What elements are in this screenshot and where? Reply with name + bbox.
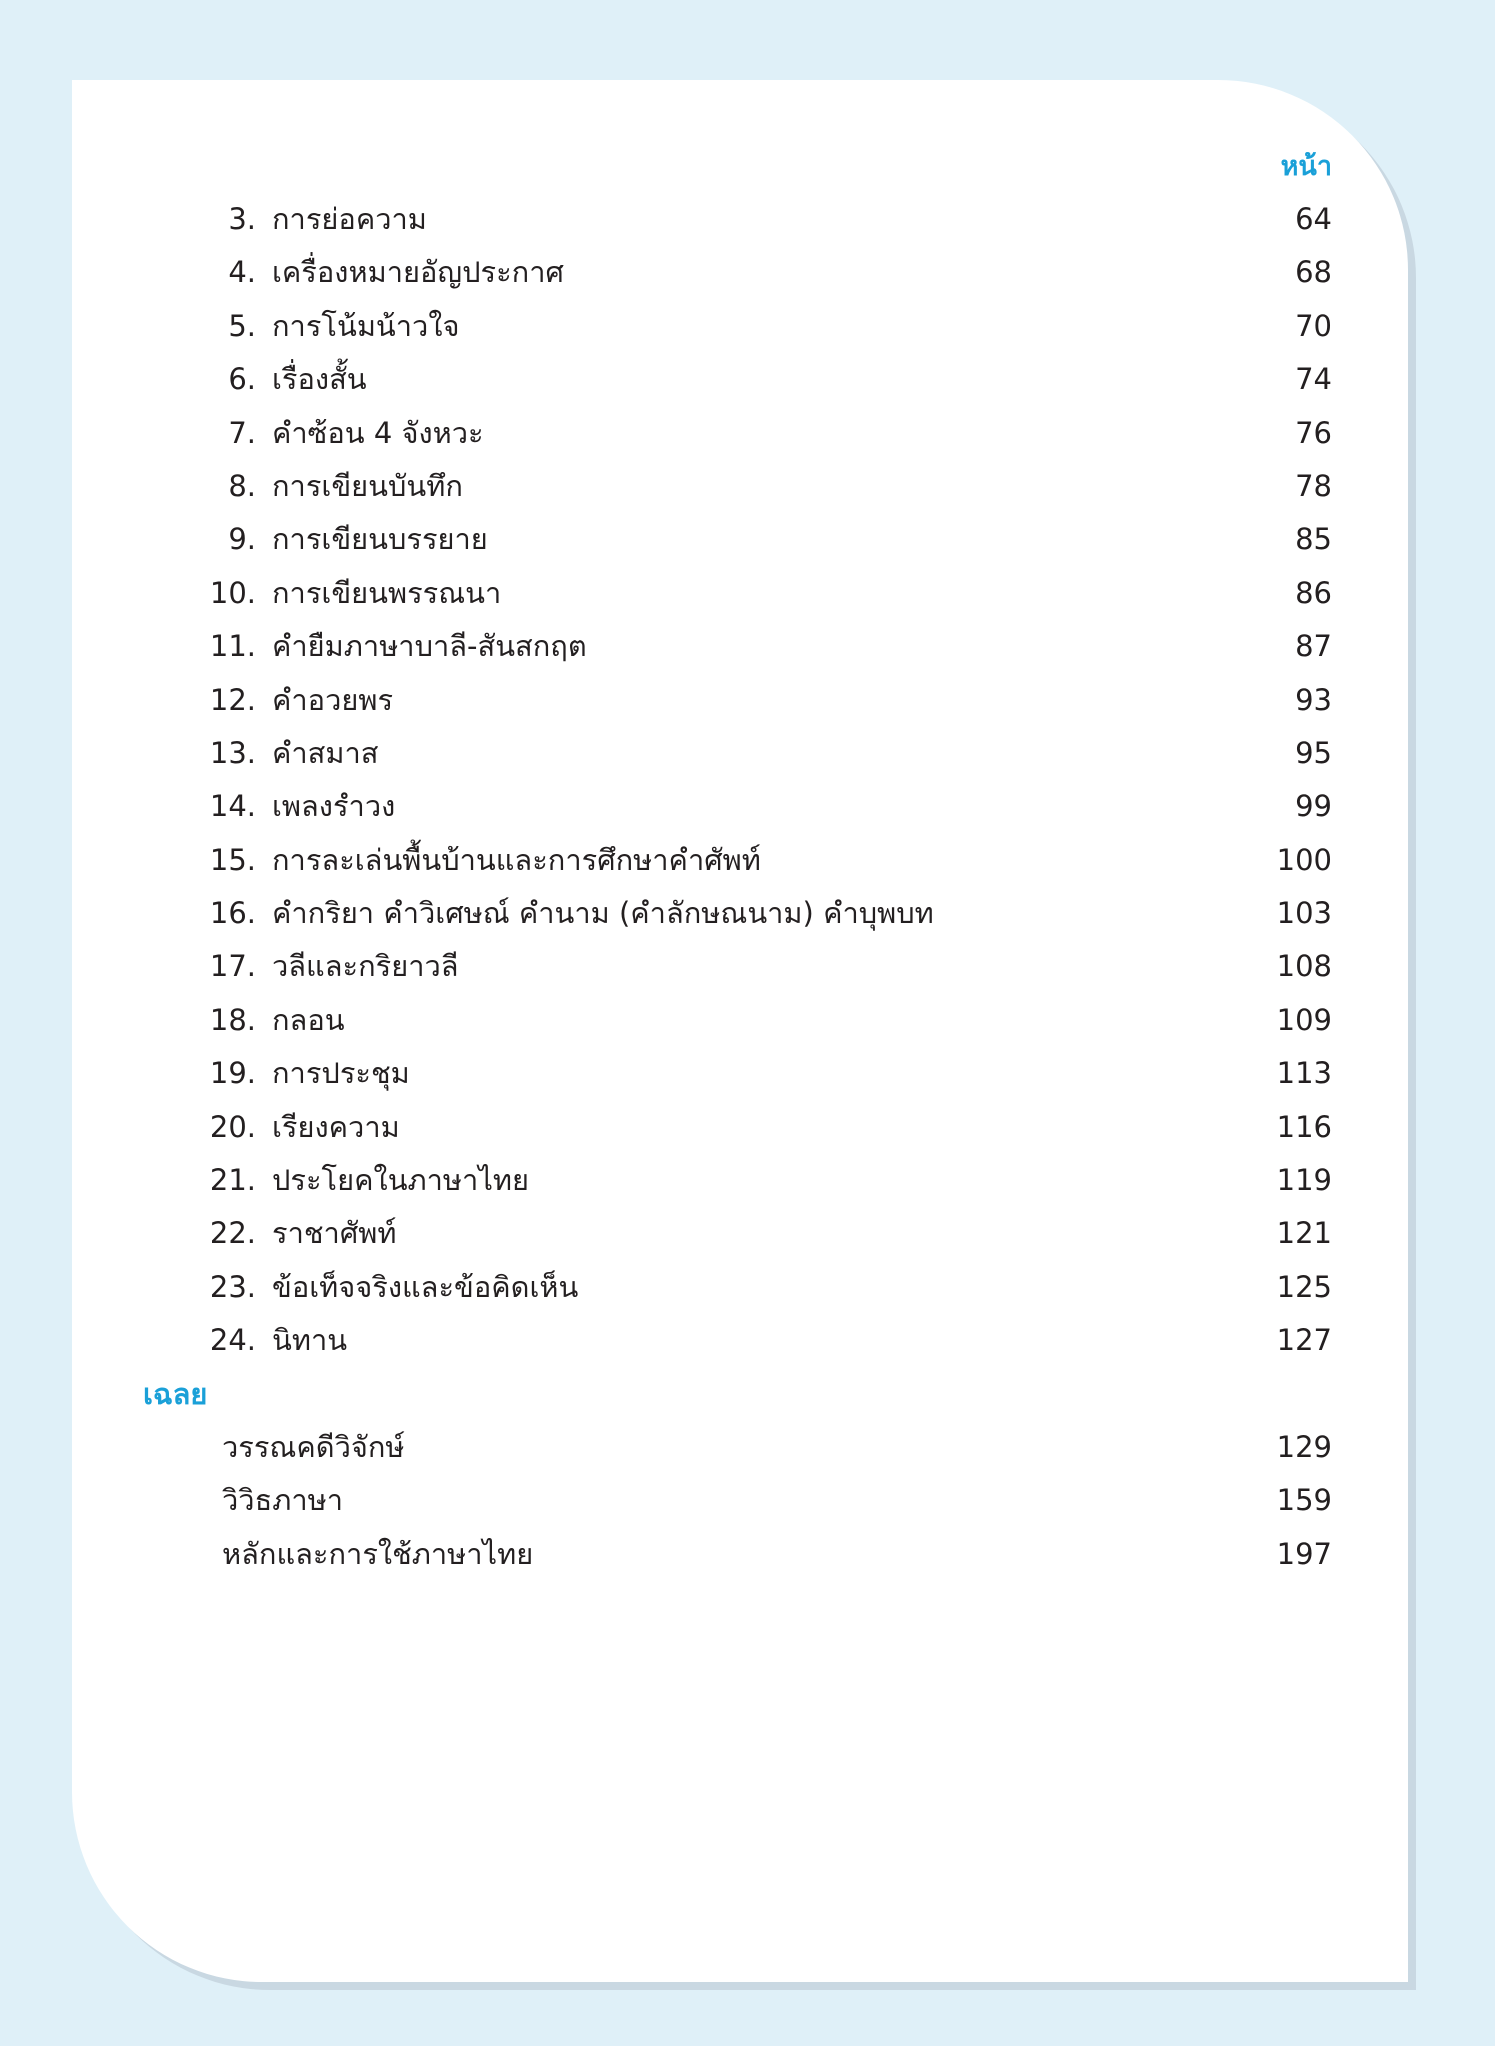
toc-entry[interactable] [150,193,1332,246]
toc-entry-title: เรียงความ [272,1109,400,1144]
toc-entry[interactable] [150,1207,1332,1260]
toc-entry-title: กลอน [272,1002,345,1037]
toc-entry-number: 24. [209,1323,256,1358]
toc-entry-page: 129 [1276,1429,1332,1464]
toc-entry-number: 12. [209,682,256,717]
page-column-label: หน้า [1280,151,1332,182]
toc-entry-title: คำยืมภาษาบาลี-สันสกฤต [272,629,587,664]
toc-entry[interactable] [150,620,1332,673]
toc-entry[interactable] [150,1261,1332,1314]
toc-entry-page: 78 [1295,468,1332,503]
toc-entry-title: วรรณคดีวิจักษ์ [222,1429,405,1464]
toc-entry-number: 7. [228,415,256,450]
toc-entry[interactable] [150,994,1332,1047]
toc-entry-page: 85 [1295,522,1332,557]
toc-entry-number: 6. [228,362,256,397]
toc-entry[interactable] [150,460,1332,513]
toc-entry[interactable] [150,940,1332,993]
toc-entry-title: การละเล่นพื้นบ้านและการศึกษาคำศัพท์ [272,842,761,877]
toc-answer-entry[interactable] [150,1528,1332,1581]
toc-entry-title: เพลงรำวง [272,789,396,824]
toc-entry[interactable] [150,353,1332,406]
toc-entry-page: 100 [1276,842,1332,877]
toc-entry-number: 9. [228,522,256,557]
toc-entry[interactable] [150,674,1332,727]
toc-entry-number: 19. [209,1056,256,1091]
toc-entry-page: 103 [1276,896,1332,931]
toc-entry-page: 108 [1276,949,1332,984]
toc-entry-number: 14. [209,789,256,824]
toc-entry[interactable] [150,1047,1332,1100]
toc-entry-page: 119 [1276,1163,1332,1198]
toc-entry-title: เรื่องสั้น [272,362,367,397]
toc-entry-page: 121 [1276,1216,1332,1251]
toc-entry-page: 64 [1295,202,1332,236]
toc-entry-title: วิวิธภาษา [222,1483,344,1518]
toc-entry-page: 125 [1276,1269,1332,1304]
toc-entry-number: 18. [209,1002,256,1037]
toc-entry-page: 70 [1295,308,1332,343]
toc-entry-title: การเขียนบันทึก [272,468,463,503]
toc-entry[interactable] [150,727,1332,780]
toc-entry-number: 4. [228,255,256,290]
toc-entry-number: 21. [209,1163,256,1198]
toc-entry[interactable] [150,567,1332,620]
toc-entry-title: คำซ้อน 4 จังหวะ [272,415,484,450]
toc-entry-title: การโน้มน้าวใจ [272,308,460,343]
toc-entry-page: 116 [1276,1109,1332,1144]
toc-entry-title: หลักและการใช้ภาษาไทย [222,1536,534,1571]
toc-entry-page: 197 [1276,1536,1332,1571]
toc-entry-number: 11. [209,629,256,664]
toc-entry[interactable] [150,834,1332,887]
toc-entry-page: 99 [1295,789,1332,824]
toc-entry[interactable] [150,407,1332,460]
toc-answer-entry[interactable] [150,1474,1332,1527]
toc-entry-page: 76 [1295,415,1332,450]
toc-entry-title: นิทาน [272,1323,348,1358]
toc-entry-page: 68 [1295,255,1332,290]
toc-entry-page: 95 [1295,735,1332,770]
toc-entry-title: การย่อความ [272,202,427,236]
toc-entry-page: 127 [1276,1323,1332,1358]
toc-entry-number: 3. [228,202,256,236]
toc-entry-title: คำกริยา คำวิเศษณ์ คำนาม (คำลักษณนาม) คำบุพบท [272,896,934,931]
toc-entry-page: 86 [1295,575,1332,610]
toc-entry-number: 20. [209,1109,256,1144]
toc-entry[interactable] [150,513,1332,566]
toc-entry-title: ประโยคในภาษาไทย [272,1163,530,1198]
toc-entry-page: 87 [1295,629,1332,664]
toc-entry-number: 8. [228,468,256,503]
toc-entry[interactable] [150,887,1332,940]
toc-entry-number: 5. [228,308,256,343]
toc-entry-title: ข้อเท็จจริงและข้อคิดเห็น [272,1269,579,1304]
toc-entry[interactable] [150,1314,1332,1367]
toc-entry-number: 10. [209,575,256,610]
toc-entry-title: ราชาศัพท์ [272,1216,397,1251]
toc-entry-title: เครื่องหมายอัญประกาศ [272,255,564,290]
toc-entry-title: คำสมาส [272,735,379,770]
toc-entry-page: 159 [1276,1483,1332,1518]
toc-entry-number: 23. [209,1269,256,1304]
toc-entry-title: การเขียนพรรณนา [272,575,502,610]
toc-entry-number: 22. [209,1216,256,1251]
toc-entry-title: การประชุม [272,1056,410,1091]
toc-entry-page: 113 [1276,1056,1332,1091]
toc-entry-number: 16. [209,896,256,931]
table-of-contents [143,193,1332,1581]
toc-answer-entry[interactable] [150,1421,1332,1474]
toc-entry-number: 13. [209,735,256,770]
toc-entry[interactable] [150,300,1332,353]
toc-entry[interactable] [150,246,1332,299]
answers-section-heading: เฉลย [143,1376,208,1411]
toc-entry-page: 109 [1276,1002,1332,1037]
toc-entry-page: 74 [1295,362,1332,397]
toc-entry[interactable] [150,1154,1332,1207]
toc-entry-title: วลีและกริยาวลี [272,949,459,984]
toc-entry[interactable] [150,1101,1332,1154]
toc-entry-title: คำอวยพร [272,682,394,717]
toc-entry-number: 17. [209,949,256,984]
toc-entry[interactable] [150,780,1332,833]
toc-entry-page: 93 [1295,682,1332,717]
toc-entry-title: การเขียนบรรยาย [272,522,488,557]
toc-entry-number: 15. [209,842,256,877]
